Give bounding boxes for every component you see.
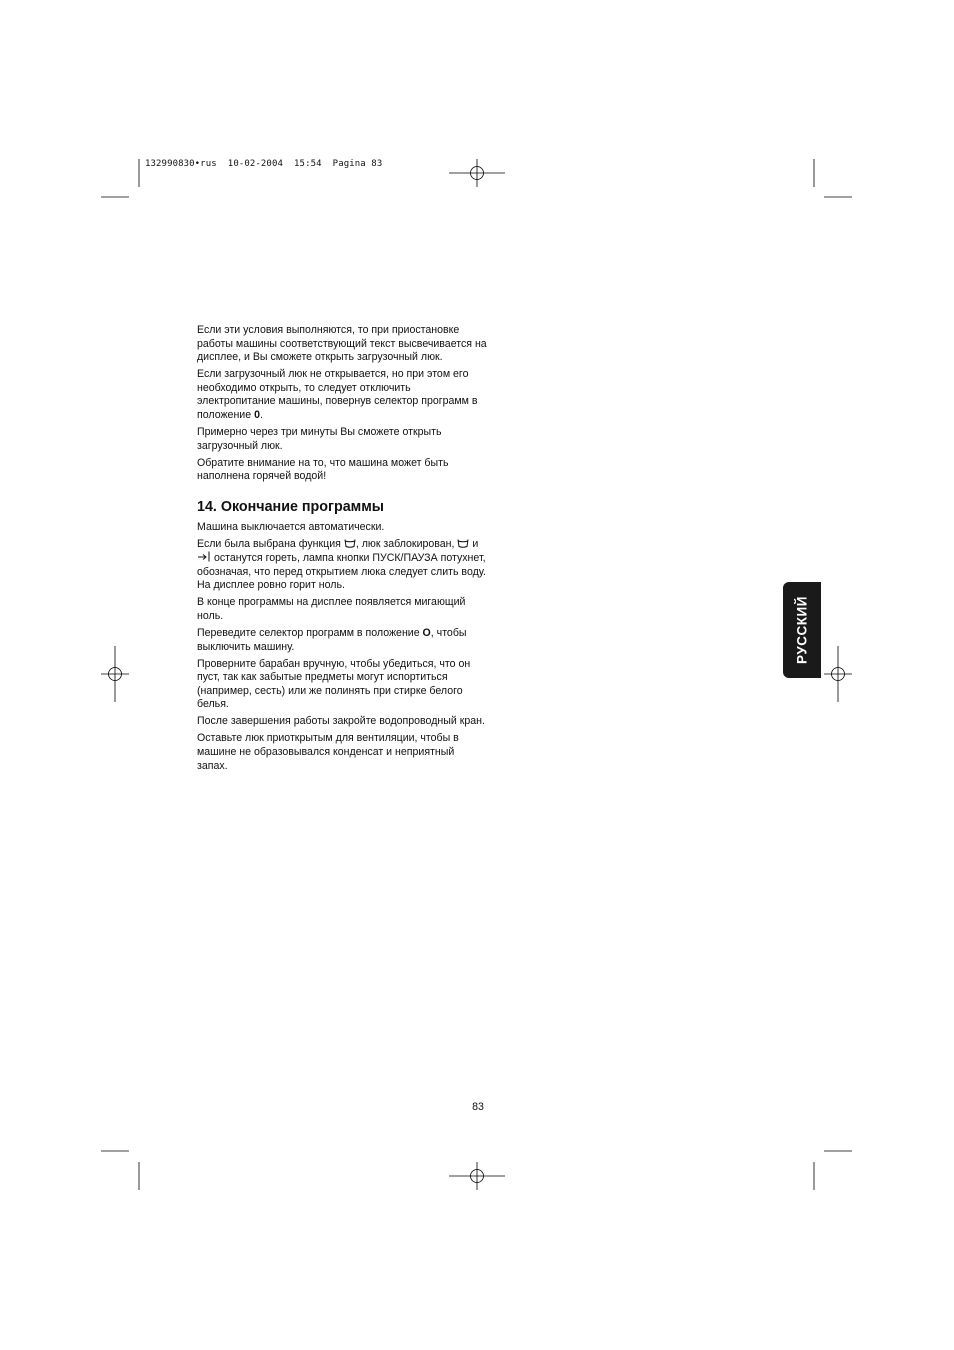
paragraph-three-minutes: Примерно через три минуты Вы сможете открыть загрузочный люк.	[197, 425, 442, 452]
paragraph-auto-off: Машина выключается автоматически.	[197, 520, 385, 533]
paragraph-close-tap: После завершения работы закройте водопроводный кран.	[197, 715, 485, 728]
section-heading: 14. Окончание программы	[197, 498, 385, 515]
selector-position-off: O	[422, 627, 431, 640]
registration-mark-bottom	[449, 1162, 505, 1190]
main-text-column	[197, 324, 487, 777]
slug-time: 15:54	[294, 159, 322, 169]
registration-mark-right	[824, 646, 852, 702]
page-number: 83	[472, 1101, 484, 1113]
paragraph-check-drum: Проверните барабан вручную, чтобы убедиться, что он пуст, так как забытые предметы могут испортиться (например, сесть) или же полинять при стирке белого белья.	[197, 657, 471, 711]
door-lock-icon	[197, 551, 211, 562]
paragraph-leave-door-ajar: Оставьте люк приоткрытым для вентиляции, чтобы в машине не образовывался конденсат и неприятный запах.	[197, 732, 459, 772]
paragraph-function-locked: Если была выбрана функция , люк заблокирован, и останутся гореть, лампа кнопки ПУСК/ПАУЗА потухнет, обозначая, что перед открытием люка следует слить воду. На дисплее ровно горит ноль.	[197, 537, 486, 592]
drum-icon	[457, 538, 469, 548]
registration-mark-left	[101, 646, 129, 702]
slug-job: 132990830•rus	[145, 159, 217, 169]
paragraph-turn-selector: Переведите селектор программ в положение O, чтобы выключить машину.	[197, 627, 467, 653]
language-tab-label: РУССКИЙ	[794, 596, 810, 664]
paragraph-door-not-open: Если загрузочный люк не открывается, но при этом его необходимо открыть, то следует отключить электропитание машины, повернув селектор программ в положение 0.	[197, 368, 478, 421]
slug-page: Pagina 83	[332, 159, 383, 169]
registration-mark-top	[449, 159, 505, 187]
language-side-tab	[783, 582, 821, 678]
drum-icon	[344, 538, 356, 548]
paragraph-conditions: Если эти условия выполняются, то при приостановке работы машины соответствующий текст высвечивается на дисплее, и Вы сможете открыть загрузочный люк.	[197, 324, 487, 364]
paragraph-blinking-zero: В конце программы на дисплее появляется мигающий ноль.	[197, 596, 466, 623]
paragraph-hot-water-warning: Обратите внимание на то, что машина может быть наполнена горячей водой!	[197, 456, 449, 483]
slug-date: 10-02-2004	[227, 159, 283, 169]
selector-position-zero: 0	[254, 408, 260, 421]
